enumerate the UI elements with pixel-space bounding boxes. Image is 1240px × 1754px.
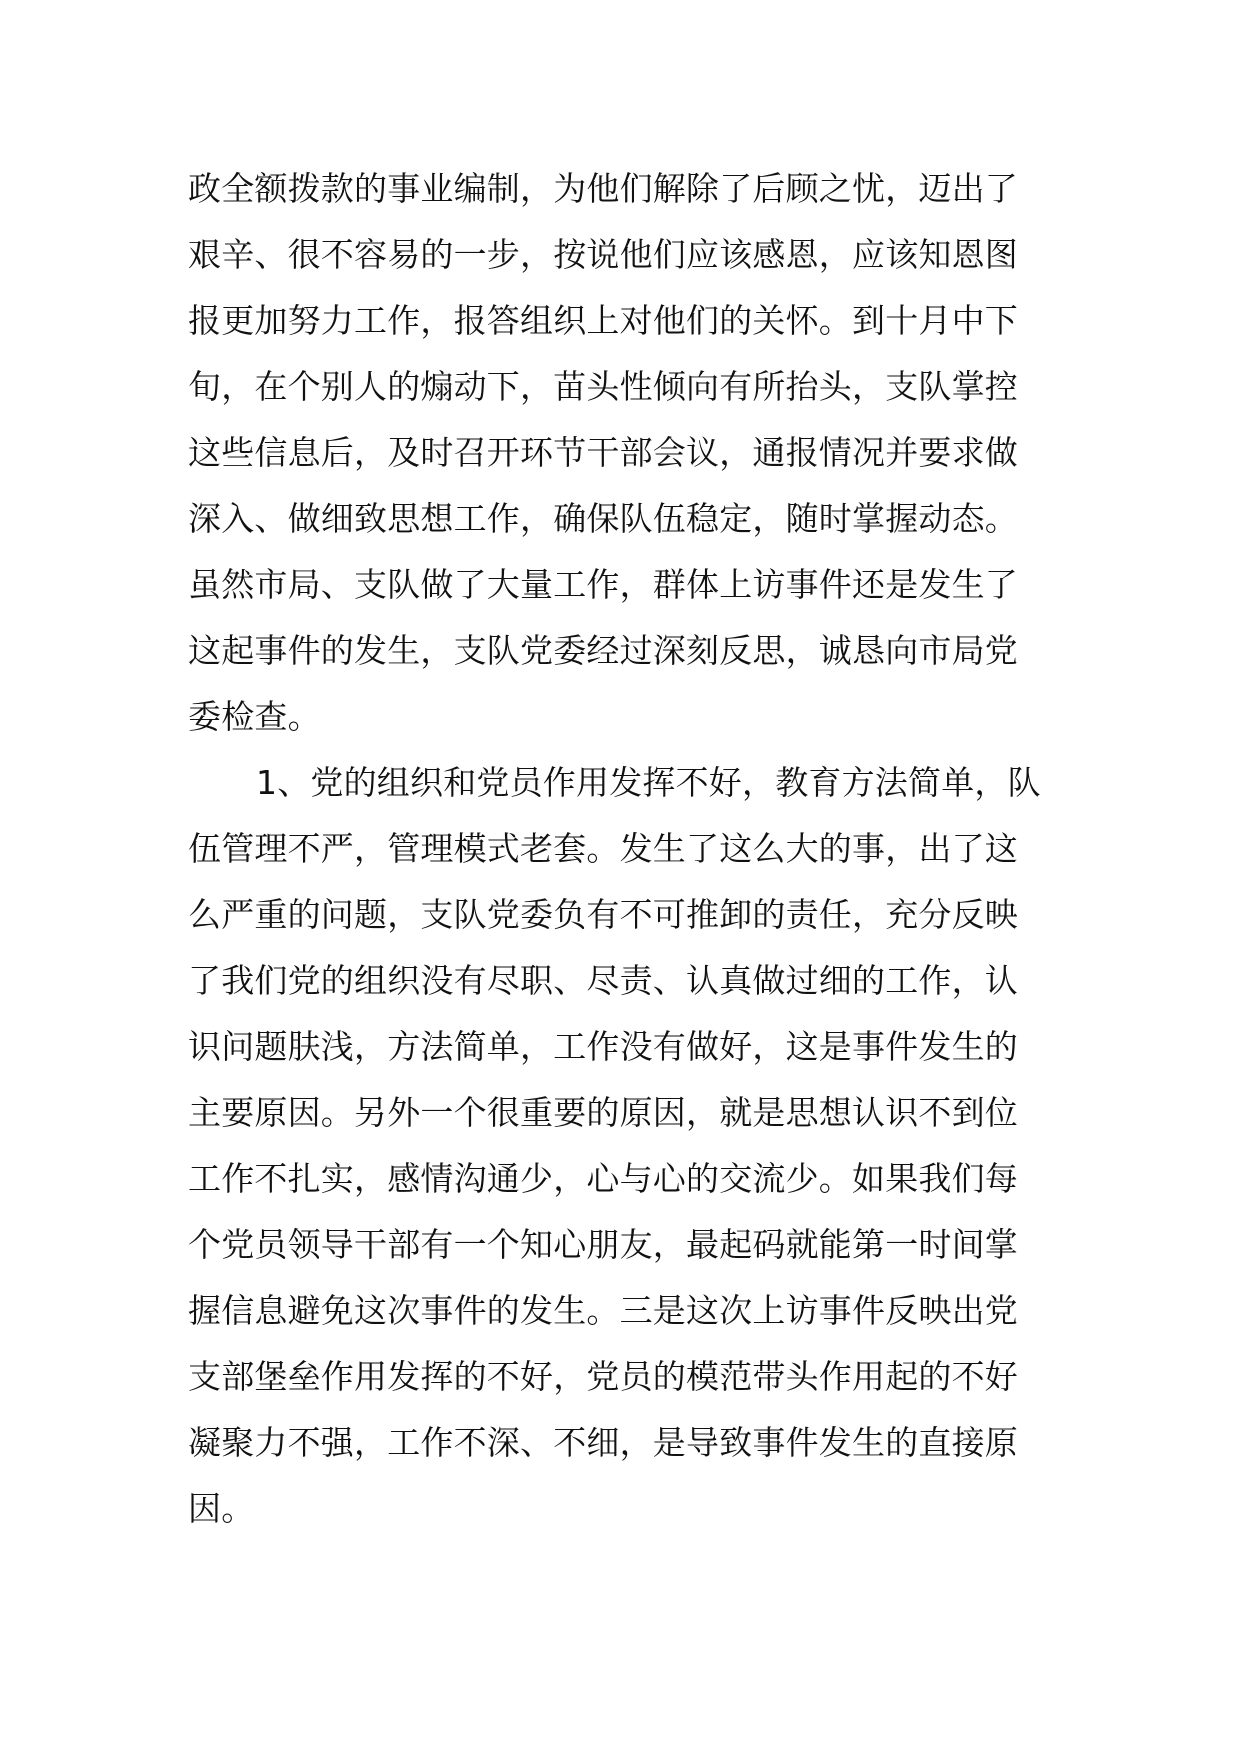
text-line: 了我们党的组织没有尽职、尽责、认真做过细的工作，认 bbox=[188, 961, 1018, 1000]
paragraph-1 bbox=[188, 156, 1068, 750]
text-line: 艰辛、很不容易的一步，按说他们应该感恩，应该知恩图 bbox=[188, 235, 1018, 274]
text-line-indented: 1、党的组织和党员作用发挥不好，教育方法简单，队 bbox=[256, 763, 1041, 802]
text-line: 报更加努力工作，报答组织上对他们的关怀。到十月中下 bbox=[188, 301, 1018, 340]
text-line: 伍管理不严，管理模式老套。发生了这么大的事，出了这 bbox=[188, 829, 1018, 868]
text-line: 这些信息后，及时召开环节干部会议，通报情况并要求做 bbox=[188, 433, 1018, 472]
text-line: 主要原因。另外一个很重要的原因，就是思想认识不到位 bbox=[188, 1093, 1018, 1132]
text-line: 凝聚力不强，工作不深、不细，是导致事件发生的直接原 bbox=[188, 1423, 1018, 1462]
text-line: 工作不扎实，感情沟通少，心与心的交流少。如果我们每 bbox=[188, 1159, 1018, 1198]
document-body bbox=[188, 156, 1068, 1542]
text-line: 识问题肤浅，方法简单，工作没有做好，这是事件发生的 bbox=[188, 1027, 1018, 1066]
text-line: 因。 bbox=[188, 1489, 255, 1528]
text-line: 么严重的问题，支队党委负有不可推卸的责任，充分反映 bbox=[188, 895, 1018, 934]
text-line: 虽然市局、支队做了大量工作，群体上访事件还是发生了 bbox=[188, 565, 1018, 604]
text-line: 支部堡垒作用发挥的不好，党员的模范带头作用起的不好 bbox=[188, 1357, 1018, 1396]
text-line: 委检查。 bbox=[188, 697, 321, 736]
paragraph-2 bbox=[188, 750, 1068, 1542]
text-line: 深入、做细致思想工作，确保队伍稳定，随时掌握动态。 bbox=[188, 499, 1018, 538]
text-line: 握信息避免这次事件的发生。三是这次上访事件反映出党 bbox=[188, 1291, 1018, 1330]
text-line: 旬，在个别人的煽动下，苗头性倾向有所抬头，支队掌控 bbox=[188, 367, 1018, 406]
text-line: 政全额拨款的事业编制，为他们解除了后顾之忧，迈出了 bbox=[188, 169, 1018, 208]
text-line: 个党员领导干部有一个知心朋友，最起码就能第一时间掌 bbox=[188, 1225, 1018, 1264]
text-line: 这起事件的发生，支队党委经过深刻反思，诚恳向市局党 bbox=[188, 631, 1018, 670]
